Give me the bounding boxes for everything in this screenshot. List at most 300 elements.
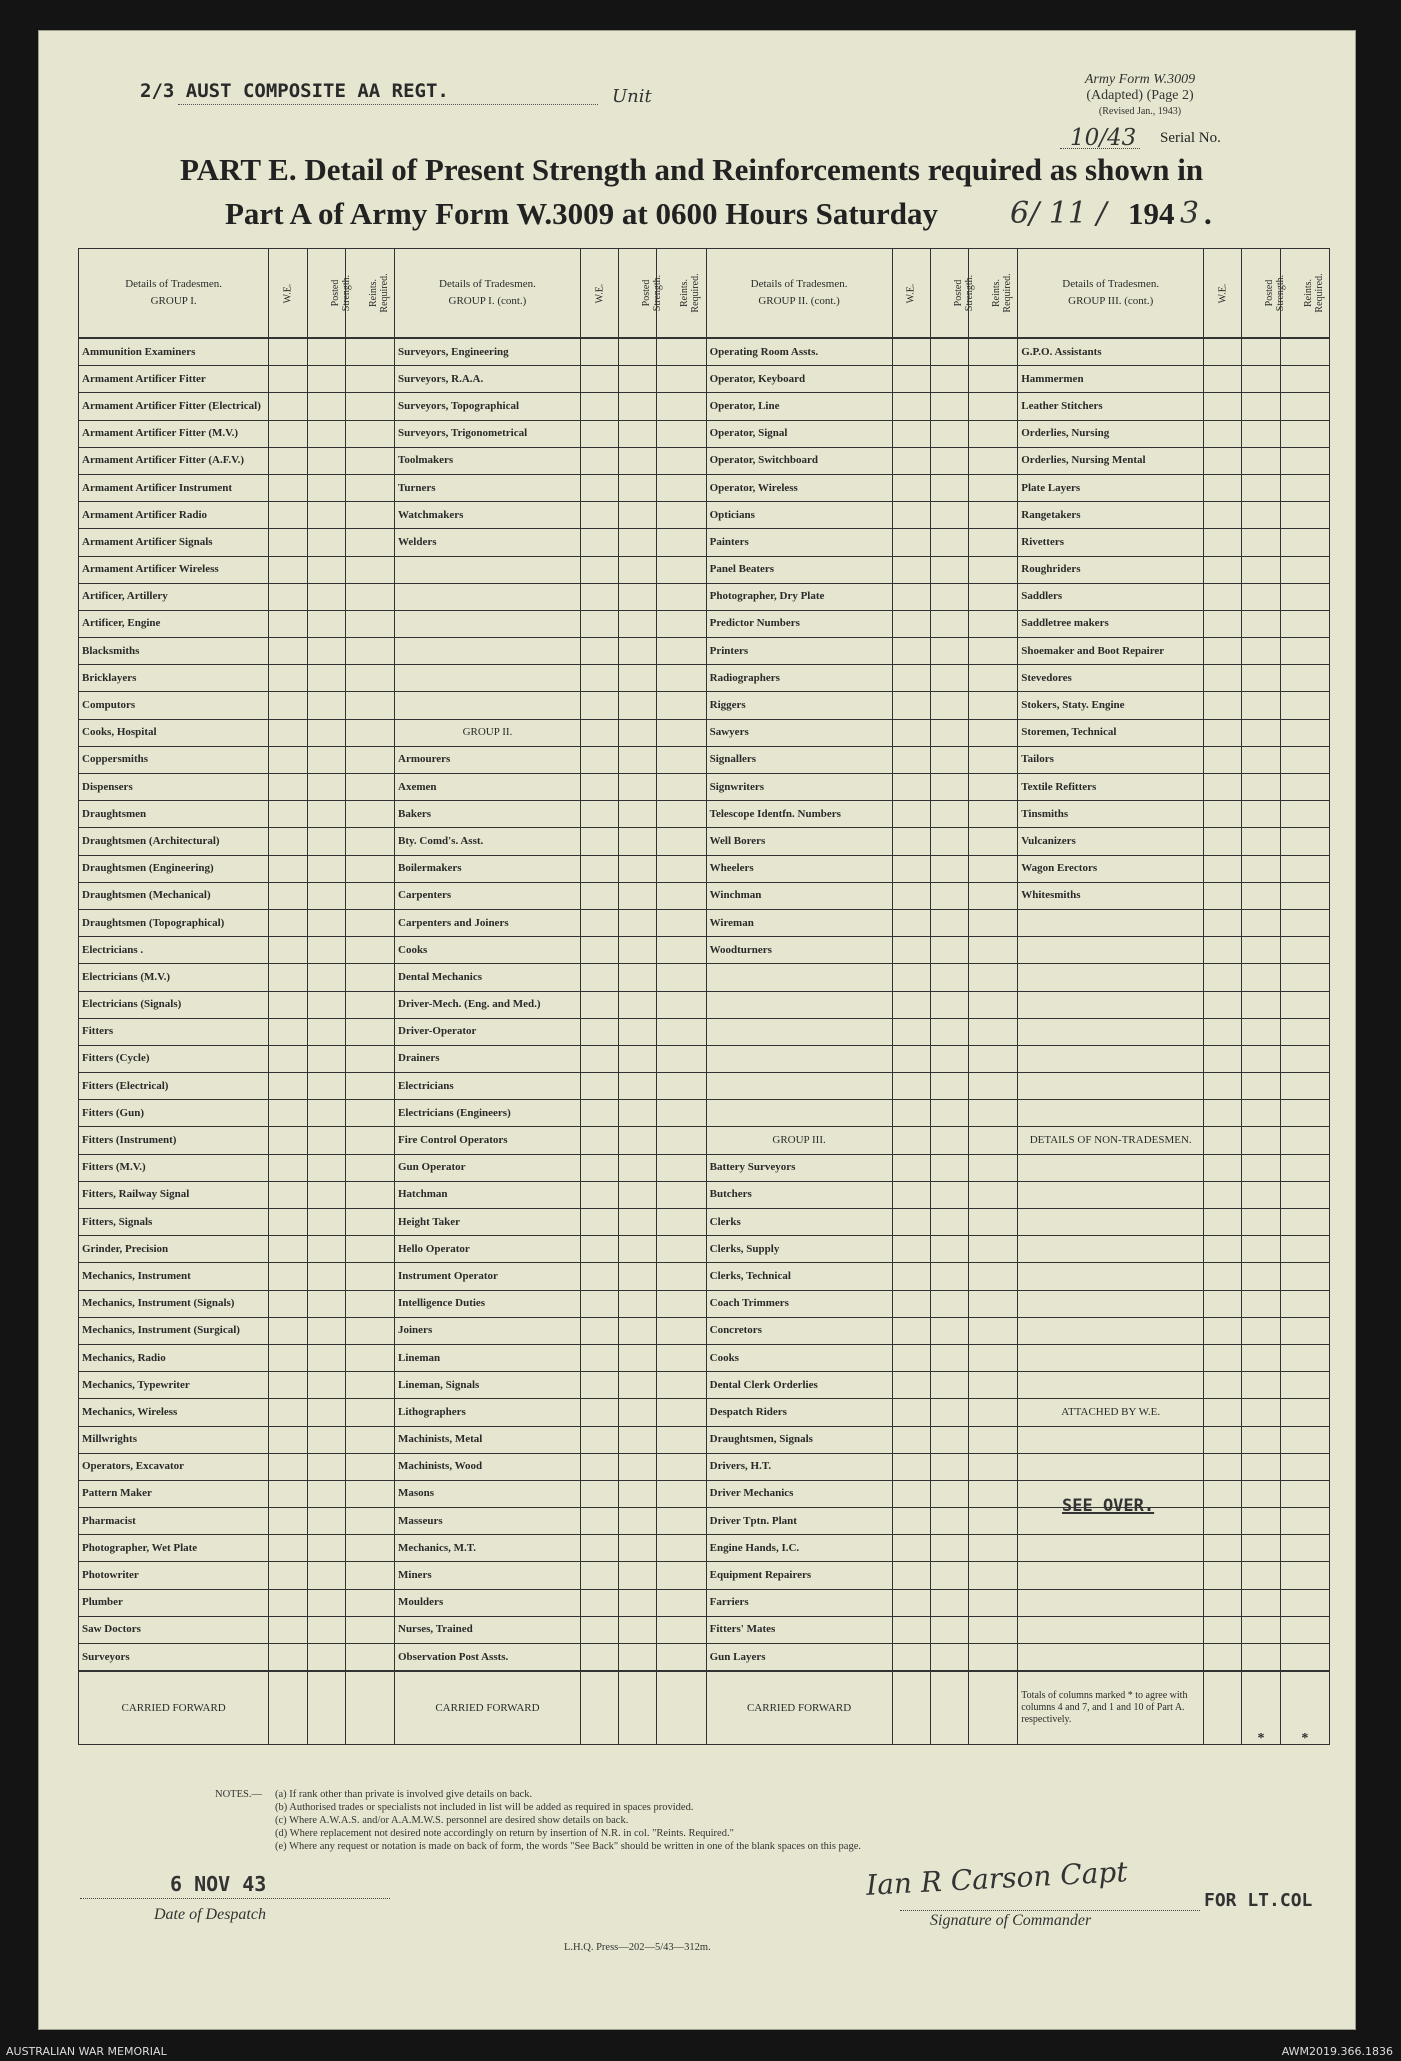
we-cell[interactable]: [892, 1045, 930, 1072]
posted-strength-cell[interactable]: [619, 366, 657, 393]
reints-required-cell[interactable]: [969, 1100, 1018, 1127]
reints-required-cell[interactable]: [345, 665, 394, 692]
we-cell[interactable]: [580, 1535, 618, 1562]
reints-required-cell[interactable]: [969, 1480, 1018, 1507]
posted-strength-cell[interactable]: [307, 1344, 345, 1371]
reints-required-cell[interactable]: [1280, 529, 1329, 556]
we-cell[interactable]: [580, 338, 618, 366]
we-cell[interactable]: [1204, 1127, 1242, 1154]
posted-strength-cell[interactable]: [307, 909, 345, 936]
we-cell[interactable]: [269, 964, 307, 991]
reints-required-cell[interactable]: [657, 1426, 706, 1453]
reints-required-cell[interactable]: [345, 719, 394, 746]
posted-strength-cell[interactable]: [930, 964, 968, 991]
posted-strength-cell[interactable]: [619, 828, 657, 855]
we-cell[interactable]: [269, 583, 307, 610]
we-cell[interactable]: [580, 1127, 618, 1154]
posted-strength-cell[interactable]: [619, 1236, 657, 1263]
posted-strength-cell[interactable]: [930, 692, 968, 719]
we-cell[interactable]: [580, 502, 618, 529]
posted-strength-cell[interactable]: [1242, 529, 1280, 556]
reints-required-cell[interactable]: [969, 774, 1018, 801]
posted-strength-cell[interactable]: [619, 909, 657, 936]
reints-required-cell[interactable]: [969, 1589, 1018, 1616]
posted-strength-cell[interactable]: [619, 1209, 657, 1236]
posted-strength-cell[interactable]: [930, 1508, 968, 1535]
posted-strength-cell[interactable]: [619, 1018, 657, 1045]
posted-strength-cell[interactable]: [930, 1154, 968, 1181]
reints-required-cell[interactable]: [657, 1127, 706, 1154]
we-cell[interactable]: [580, 855, 618, 882]
posted-strength-cell[interactable]: [930, 583, 968, 610]
we-cell[interactable]: [580, 1018, 618, 1045]
we-cell[interactable]: [892, 1616, 930, 1643]
we-cell[interactable]: [1204, 1453, 1242, 1480]
posted-strength-cell[interactable]: [619, 638, 657, 665]
we-cell[interactable]: [580, 1562, 618, 1589]
we-cell[interactable]: [892, 665, 930, 692]
reints-required-cell[interactable]: [969, 1290, 1018, 1317]
posted-strength-cell[interactable]: [619, 1045, 657, 1072]
we-cell[interactable]: [892, 1018, 930, 1045]
we-cell[interactable]: [1204, 1317, 1242, 1344]
we-cell[interactable]: [1204, 1018, 1242, 1045]
reints-required-cell[interactable]: [1280, 937, 1329, 964]
we-cell[interactable]: [1204, 366, 1242, 393]
we-cell[interactable]: [892, 393, 930, 420]
reints-required-cell[interactable]: [345, 1154, 394, 1181]
reints-required-cell[interactable]: [345, 556, 394, 583]
we-cell[interactable]: [269, 937, 307, 964]
posted-strength-cell[interactable]: [307, 746, 345, 773]
posted-strength-cell[interactable]: [619, 1399, 657, 1426]
reints-required-cell[interactable]: [345, 774, 394, 801]
posted-strength-cell[interactable]: [1242, 665, 1280, 692]
reints-required-cell[interactable]: [657, 1181, 706, 1208]
we-cell[interactable]: [892, 1127, 930, 1154]
we-cell[interactable]: [269, 610, 307, 637]
we-cell[interactable]: [580, 746, 618, 773]
we-cell[interactable]: [580, 882, 618, 909]
reints-required-cell[interactable]: [969, 638, 1018, 665]
reints-required-cell[interactable]: [657, 1263, 706, 1290]
posted-strength-cell[interactable]: [930, 1616, 968, 1643]
we-cell[interactable]: [269, 991, 307, 1018]
we-cell[interactable]: [269, 1562, 307, 1589]
we-cell[interactable]: [892, 1426, 930, 1453]
posted-strength-cell[interactable]: [307, 719, 345, 746]
reints-required-cell[interactable]: [345, 746, 394, 773]
posted-strength-cell[interactable]: [619, 1127, 657, 1154]
reints-required-cell[interactable]: [657, 638, 706, 665]
we-cell[interactable]: [1204, 1073, 1242, 1100]
we-cell[interactable]: [269, 1045, 307, 1072]
reints-required-cell[interactable]: [345, 1535, 394, 1562]
we-cell[interactable]: [892, 692, 930, 719]
reints-required-cell[interactable]: [345, 801, 394, 828]
we-cell[interactable]: [892, 937, 930, 964]
we-cell[interactable]: [892, 502, 930, 529]
posted-strength-cell[interactable]: [930, 719, 968, 746]
we-cell[interactable]: [892, 1372, 930, 1399]
posted-strength-cell[interactable]: [930, 638, 968, 665]
we-cell[interactable]: [892, 1344, 930, 1371]
reints-required-cell[interactable]: [969, 1236, 1018, 1263]
we-cell[interactable]: [1204, 882, 1242, 909]
we-cell[interactable]: [580, 1480, 618, 1507]
we-cell[interactable]: [892, 909, 930, 936]
reints-required-cell[interactable]: [657, 1453, 706, 1480]
reints-required-cell[interactable]: [1280, 1127, 1329, 1154]
reints-required-cell[interactable]: [657, 1508, 706, 1535]
reints-required-cell[interactable]: [657, 1372, 706, 1399]
posted-strength-cell[interactable]: [930, 1127, 968, 1154]
posted-strength-cell[interactable]: [307, 1263, 345, 1290]
posted-strength-cell[interactable]: [930, 1426, 968, 1453]
reints-required-cell[interactable]: [657, 991, 706, 1018]
posted-strength-cell[interactable]: [307, 1535, 345, 1562]
reints-required-cell[interactable]: [969, 1045, 1018, 1072]
posted-strength-cell[interactable]: [619, 1154, 657, 1181]
posted-strength-cell[interactable]: [307, 1181, 345, 1208]
we-cell[interactable]: [580, 393, 618, 420]
we-cell[interactable]: [892, 1535, 930, 1562]
reints-required-cell[interactable]: [345, 338, 394, 366]
posted-strength-cell[interactable]: [930, 665, 968, 692]
reints-required-cell[interactable]: [345, 964, 394, 991]
reints-required-cell[interactable]: [657, 1644, 706, 1672]
we-cell[interactable]: [269, 1453, 307, 1480]
reints-required-cell[interactable]: [345, 1399, 394, 1426]
posted-strength-cell[interactable]: [307, 801, 345, 828]
reints-required-cell[interactable]: [657, 1236, 706, 1263]
reints-required-cell[interactable]: [1280, 746, 1329, 773]
posted-strength-cell[interactable]: [930, 801, 968, 828]
reints-required-cell[interactable]: [345, 502, 394, 529]
reints-required-cell[interactable]: [345, 1344, 394, 1371]
reints-required-cell[interactable]: [969, 855, 1018, 882]
we-cell[interactable]: [892, 1399, 930, 1426]
we-cell[interactable]: [892, 774, 930, 801]
reints-required-cell[interactable]: [1280, 393, 1329, 420]
posted-strength-cell[interactable]: [619, 1508, 657, 1535]
we-cell[interactable]: [269, 1616, 307, 1643]
reints-required-cell[interactable]: [657, 828, 706, 855]
reints-required-cell[interactable]: [969, 882, 1018, 909]
posted-strength-cell[interactable]: [1242, 447, 1280, 474]
posted-strength-cell[interactable]: [1242, 1589, 1280, 1616]
posted-strength-cell[interactable]: [619, 991, 657, 1018]
posted-strength-cell[interactable]: [619, 420, 657, 447]
reints-required-cell[interactable]: [657, 502, 706, 529]
posted-strength-cell[interactable]: [930, 909, 968, 936]
we-cell[interactable]: [892, 1263, 930, 1290]
reints-required-cell[interactable]: [345, 1236, 394, 1263]
we-cell[interactable]: [580, 1372, 618, 1399]
we-cell[interactable]: [892, 828, 930, 855]
we-cell[interactable]: [1204, 828, 1242, 855]
posted-strength-cell[interactable]: [619, 1100, 657, 1127]
we-cell[interactable]: [1204, 1562, 1242, 1589]
posted-strength-cell[interactable]: [619, 801, 657, 828]
reints-required-cell[interactable]: [657, 556, 706, 583]
we-cell[interactable]: [580, 1399, 618, 1426]
we-cell[interactable]: [580, 1317, 618, 1344]
we-cell[interactable]: [892, 964, 930, 991]
we-cell[interactable]: [269, 1426, 307, 1453]
posted-strength-cell[interactable]: [619, 474, 657, 501]
reints-required-cell[interactable]: [969, 1562, 1018, 1589]
reints-required-cell[interactable]: [657, 855, 706, 882]
we-cell[interactable]: [1204, 393, 1242, 420]
reints-required-cell[interactable]: [1280, 556, 1329, 583]
we-cell[interactable]: [580, 801, 618, 828]
posted-strength-cell[interactable]: [930, 1344, 968, 1371]
we-cell[interactable]: [1204, 447, 1242, 474]
we-cell[interactable]: [892, 991, 930, 1018]
we-cell[interactable]: [892, 1181, 930, 1208]
posted-strength-cell[interactable]: [930, 1290, 968, 1317]
reints-required-cell[interactable]: [1280, 1263, 1329, 1290]
we-cell[interactable]: [580, 1181, 618, 1208]
we-cell[interactable]: [1204, 1154, 1242, 1181]
we-cell[interactable]: [269, 1209, 307, 1236]
reints-required-cell[interactable]: [1280, 774, 1329, 801]
reints-required-cell[interactable]: [969, 1344, 1018, 1371]
we-cell[interactable]: [269, 1154, 307, 1181]
we-cell[interactable]: [269, 529, 307, 556]
posted-strength-cell[interactable]: [307, 1480, 345, 1507]
reints-required-cell[interactable]: [657, 529, 706, 556]
we-cell[interactable]: [892, 338, 930, 366]
posted-strength-cell[interactable]: [930, 1453, 968, 1480]
we-cell[interactable]: [580, 1209, 618, 1236]
reints-required-cell[interactable]: [345, 855, 394, 882]
posted-strength-cell[interactable]: [619, 610, 657, 637]
posted-strength-cell[interactable]: [619, 556, 657, 583]
posted-strength-cell[interactable]: [307, 692, 345, 719]
we-cell[interactable]: [892, 801, 930, 828]
we-cell[interactable]: [269, 801, 307, 828]
reints-required-cell[interactable]: [657, 1399, 706, 1426]
we-cell[interactable]: [892, 474, 930, 501]
we-cell[interactable]: [580, 583, 618, 610]
reints-required-cell[interactable]: [969, 1535, 1018, 1562]
we-cell[interactable]: [269, 774, 307, 801]
posted-strength-cell[interactable]: [1242, 1616, 1280, 1643]
posted-strength-cell[interactable]: [619, 338, 657, 366]
reints-required-cell[interactable]: [969, 1127, 1018, 1154]
posted-strength-cell[interactable]: [307, 774, 345, 801]
reints-required-cell[interactable]: [969, 1073, 1018, 1100]
reints-required-cell[interactable]: [1280, 1562, 1329, 1589]
we-cell[interactable]: [892, 746, 930, 773]
posted-strength-cell[interactable]: [930, 1045, 968, 1072]
reints-required-cell[interactable]: [345, 1181, 394, 1208]
posted-strength-cell[interactable]: [930, 1562, 968, 1589]
posted-strength-cell[interactable]: [930, 474, 968, 501]
we-cell[interactable]: [580, 1073, 618, 1100]
we-cell[interactable]: [269, 556, 307, 583]
we-cell[interactable]: [892, 1100, 930, 1127]
reints-required-cell[interactable]: [969, 801, 1018, 828]
we-cell[interactable]: [892, 610, 930, 637]
reints-required-cell[interactable]: [657, 746, 706, 773]
posted-strength-cell[interactable]: [619, 447, 657, 474]
posted-strength-cell[interactable]: [619, 719, 657, 746]
reints-required-cell[interactable]: [345, 1426, 394, 1453]
reints-required-cell[interactable]: [969, 1372, 1018, 1399]
reints-required-cell[interactable]: [1280, 1290, 1329, 1317]
we-cell[interactable]: [580, 774, 618, 801]
reints-required-cell[interactable]: [657, 1100, 706, 1127]
reints-required-cell[interactable]: [345, 583, 394, 610]
reints-required-cell[interactable]: [345, 1589, 394, 1616]
reints-required-cell[interactable]: [345, 1045, 394, 1072]
we-cell[interactable]: [1204, 1480, 1242, 1507]
reints-required-cell[interactable]: [345, 1562, 394, 1589]
posted-strength-cell[interactable]: [1242, 1480, 1280, 1507]
we-cell[interactable]: [892, 1317, 930, 1344]
we-cell[interactable]: [580, 828, 618, 855]
we-cell[interactable]: [580, 610, 618, 637]
reints-required-cell[interactable]: [969, 746, 1018, 773]
we-cell[interactable]: [580, 909, 618, 936]
we-cell[interactable]: [1204, 529, 1242, 556]
posted-strength-cell[interactable]: [619, 1589, 657, 1616]
we-cell[interactable]: [1204, 1100, 1242, 1127]
posted-strength-cell[interactable]: [619, 502, 657, 529]
reints-required-cell[interactable]: [657, 665, 706, 692]
we-cell[interactable]: [580, 474, 618, 501]
reints-required-cell[interactable]: [345, 1616, 394, 1643]
reints-required-cell[interactable]: [969, 1399, 1018, 1426]
posted-strength-cell[interactable]: [930, 1236, 968, 1263]
we-cell[interactable]: [269, 1263, 307, 1290]
posted-strength-cell[interactable]: [1242, 774, 1280, 801]
reints-required-cell[interactable]: [1280, 502, 1329, 529]
we-cell[interactable]: [269, 1589, 307, 1616]
we-cell[interactable]: [269, 366, 307, 393]
reints-required-cell[interactable]: [969, 366, 1018, 393]
we-cell[interactable]: [580, 1045, 618, 1072]
we-cell[interactable]: [580, 1344, 618, 1371]
reints-required-cell[interactable]: [657, 1209, 706, 1236]
posted-strength-cell[interactable]: [930, 1263, 968, 1290]
posted-strength-cell[interactable]: [619, 746, 657, 773]
we-cell[interactable]: [580, 1508, 618, 1535]
posted-strength-cell[interactable]: [619, 1535, 657, 1562]
posted-strength-cell[interactable]: [307, 1154, 345, 1181]
reints-required-cell[interactable]: [657, 1045, 706, 1072]
reints-required-cell[interactable]: [969, 1263, 1018, 1290]
we-cell[interactable]: [1204, 1236, 1242, 1263]
posted-strength-cell[interactable]: [930, 855, 968, 882]
reints-required-cell[interactable]: [1280, 801, 1329, 828]
posted-strength-cell[interactable]: [1242, 1399, 1280, 1426]
we-cell[interactable]: [269, 1181, 307, 1208]
posted-strength-cell[interactable]: [930, 882, 968, 909]
posted-strength-cell[interactable]: [1242, 1535, 1280, 1562]
we-cell[interactable]: [269, 1508, 307, 1535]
posted-strength-cell[interactable]: [619, 937, 657, 964]
posted-strength-cell[interactable]: [930, 529, 968, 556]
posted-strength-cell[interactable]: [307, 1073, 345, 1100]
reints-required-cell[interactable]: [1280, 338, 1329, 366]
we-cell[interactable]: [892, 638, 930, 665]
reints-required-cell[interactable]: [657, 610, 706, 637]
reints-required-cell[interactable]: [657, 1535, 706, 1562]
posted-strength-cell[interactable]: [1242, 366, 1280, 393]
we-cell[interactable]: [1204, 1644, 1242, 1672]
we-cell[interactable]: [1204, 801, 1242, 828]
posted-strength-cell[interactable]: [307, 1290, 345, 1317]
posted-strength-cell[interactable]: [1242, 338, 1280, 366]
reints-required-cell[interactable]: [657, 1154, 706, 1181]
posted-strength-cell[interactable]: [619, 583, 657, 610]
posted-strength-cell[interactable]: [307, 1562, 345, 1589]
reints-required-cell[interactable]: [345, 1372, 394, 1399]
posted-strength-cell[interactable]: [619, 1181, 657, 1208]
reints-required-cell[interactable]: [1280, 1480, 1329, 1507]
reints-required-cell[interactable]: [345, 610, 394, 637]
we-cell[interactable]: [1204, 1181, 1242, 1208]
reints-required-cell[interactable]: [969, 393, 1018, 420]
posted-strength-cell[interactable]: [619, 1644, 657, 1672]
posted-strength-cell[interactable]: [1242, 1181, 1280, 1208]
reints-required-cell[interactable]: [345, 1209, 394, 1236]
we-cell[interactable]: [269, 692, 307, 719]
reints-required-cell[interactable]: [345, 447, 394, 474]
reints-required-cell[interactable]: [969, 447, 1018, 474]
reints-required-cell[interactable]: [345, 1508, 394, 1535]
reints-required-cell[interactable]: [969, 1209, 1018, 1236]
posted-strength-cell[interactable]: [1242, 474, 1280, 501]
reints-required-cell[interactable]: [657, 1290, 706, 1317]
we-cell[interactable]: [1204, 1344, 1242, 1371]
we-cell[interactable]: [1204, 583, 1242, 610]
reints-required-cell[interactable]: [657, 1562, 706, 1589]
we-cell[interactable]: [1204, 665, 1242, 692]
reints-required-cell[interactable]: [657, 692, 706, 719]
posted-strength-cell[interactable]: [930, 937, 968, 964]
reints-required-cell[interactable]: [1280, 447, 1329, 474]
posted-strength-cell[interactable]: [930, 1589, 968, 1616]
posted-strength-cell[interactable]: [307, 1616, 345, 1643]
we-cell[interactable]: [1204, 338, 1242, 366]
reints-required-cell[interactable]: [345, 638, 394, 665]
posted-strength-cell[interactable]: [307, 1589, 345, 1616]
we-cell[interactable]: [892, 882, 930, 909]
posted-strength-cell[interactable]: [1242, 828, 1280, 855]
reints-required-cell[interactable]: [345, 420, 394, 447]
posted-strength-cell[interactable]: [307, 393, 345, 420]
we-cell[interactable]: [1204, 991, 1242, 1018]
reints-required-cell[interactable]: [969, 1644, 1018, 1672]
posted-strength-cell[interactable]: [307, 1018, 345, 1045]
reints-required-cell[interactable]: [969, 937, 1018, 964]
posted-strength-cell[interactable]: [619, 393, 657, 420]
reints-required-cell[interactable]: [345, 1263, 394, 1290]
we-cell[interactable]: [580, 964, 618, 991]
posted-strength-cell[interactable]: [307, 556, 345, 583]
posted-strength-cell[interactable]: [930, 1209, 968, 1236]
reints-required-cell[interactable]: [345, 937, 394, 964]
reints-required-cell[interactable]: [969, 502, 1018, 529]
we-cell[interactable]: [269, 882, 307, 909]
reints-required-cell[interactable]: [657, 474, 706, 501]
posted-strength-cell[interactable]: [1242, 1317, 1280, 1344]
